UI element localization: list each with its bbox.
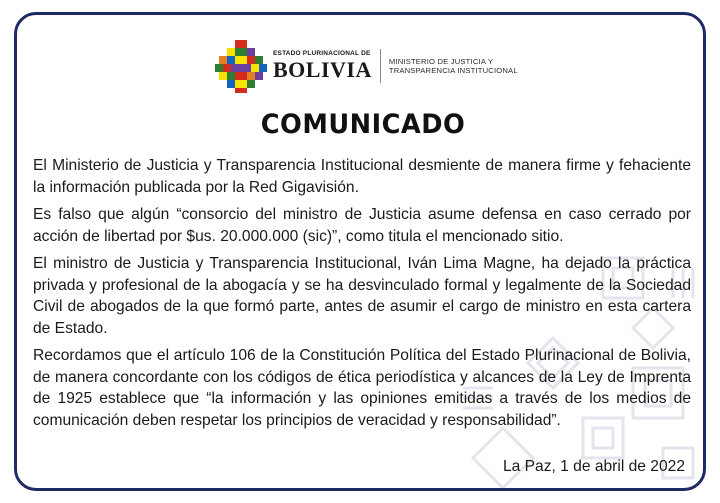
document-frame: [14, 12, 706, 491]
state-name-block: [273, 51, 372, 82]
logo-header: [213, 35, 518, 97]
statement-body: [33, 155, 691, 437]
paragraph: Recordamos que el artículo 106 de la Constitución Política del Estado Plurinacional de Bolivia, de manera concordante con los códigos de ética periodística y alcances de la Ley de Imprenta de 1925 establece que “la información y las opiniones emitidas a través de los medios de comunicación deben respetar los principios de veracidad y responsabilidad”.: [33, 347, 691, 429]
paragraph: El ministro de Justicia y Transparencia Institucional, Iván Lima Magne, ha dejado la práctica privada y profesional de la abogacía y se ha desvinculado formal y legalmente de la Sociedad Civil de abogados de la que formó parte, antes de asumir el cargo de ministro en esta cartera de Estado.: [33, 255, 691, 337]
page-title: COMUNICADO: [260, 109, 466, 140]
ministry-line-2: TRANSPARENCIA INSTITUCIONAL: [388, 66, 518, 75]
ministry-name: [389, 57, 518, 76]
paragraph: Es falso que algún “consorcio del ministro de Justicia asume defensa en caso cerrado por acción de libertad por $us. 20.000.000 (sic)”, como titula el mencionado sitio.: [33, 206, 691, 245]
logo-divider: [380, 49, 381, 83]
bolivia-emblem-icon: [213, 38, 269, 94]
ministry-line-1: MINISTERIO DE JUSTICIA Y: [388, 56, 494, 66]
place-and-date: La Paz, 1 de abril de 2022: [502, 458, 685, 475]
state-name: BOLIVIA: [273, 57, 372, 83]
paragraph: El Ministerio de Justicia y Transparencia Institucional desmiente de manera firme y fehaciente la información publicada por la Red Gigavisión.: [33, 157, 691, 196]
state-subtitle: ESTADO PLURINACIONAL DE: [273, 49, 371, 57]
